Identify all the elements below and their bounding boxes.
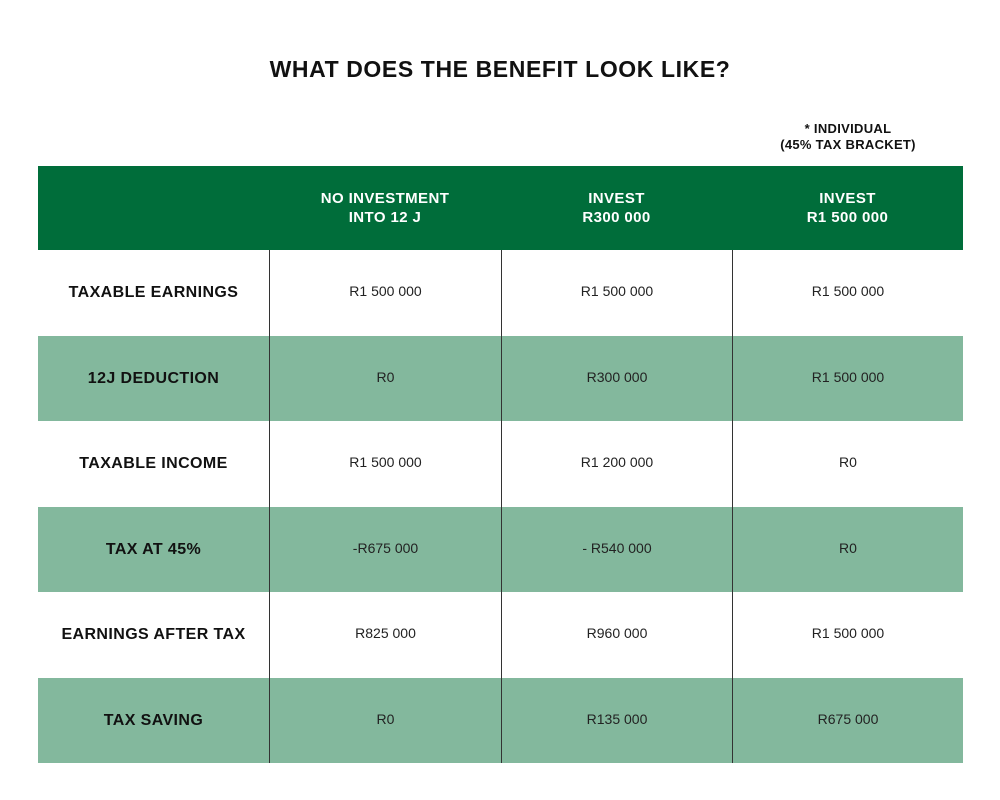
row-value: R1 500 000 xyxy=(501,250,732,336)
row-value: R825 000 xyxy=(269,592,501,678)
row-label: TAX AT 45% xyxy=(105,540,202,558)
table-row xyxy=(38,336,963,421)
row-value: R1 500 000 xyxy=(269,250,501,336)
row-value: R0 xyxy=(269,678,501,763)
row-value: R0 xyxy=(269,336,501,421)
row-value: R960 000 xyxy=(501,592,732,678)
table-row xyxy=(38,421,963,507)
page-title: WHAT DOES THE BENEFIT LOOK LIKE? xyxy=(269,56,731,82)
row-label: TAXABLE EARNINGS xyxy=(68,284,239,301)
row-value: R675 000 xyxy=(732,678,963,763)
table-row xyxy=(38,678,963,763)
row-value: R1 500 000 xyxy=(732,336,963,421)
header-invest-300k xyxy=(501,166,732,250)
row-value: R135 000 xyxy=(501,678,732,763)
header-label-line-1: NO INVESTMENT xyxy=(320,190,450,207)
row-value: - R540 000 xyxy=(501,507,732,592)
header-label-line-1: INVEST xyxy=(588,190,645,207)
header-label-line-2: R1 500 000 xyxy=(806,209,889,226)
note-line-2: (45% TAX BRACKET) xyxy=(780,137,916,152)
row-label: 12J DEDUCTION xyxy=(87,369,220,387)
header-label-line-2: INTO 12 J xyxy=(348,209,422,226)
row-value: R1 500 000 xyxy=(269,421,501,507)
header-label-line-1: INVEST xyxy=(819,190,876,207)
tax-bracket-note xyxy=(740,121,956,153)
row-value: R300 000 xyxy=(501,336,732,421)
row-value: R1 200 000 xyxy=(501,421,732,507)
table-row xyxy=(38,507,963,592)
table-row xyxy=(38,250,963,336)
header-label-line-2: R300 000 xyxy=(582,209,651,226)
header-empty-cell xyxy=(38,166,269,250)
row-value: -R675 000 xyxy=(269,507,501,592)
header-invest-1500k xyxy=(732,166,963,250)
row-value: R0 xyxy=(732,507,963,592)
header-no-investment xyxy=(269,166,501,250)
table-row xyxy=(38,592,963,678)
benefit-table xyxy=(38,166,963,763)
row-label: EARNINGS AFTER TAX xyxy=(61,626,246,643)
row-label: TAXABLE INCOME xyxy=(79,455,228,472)
row-value: R1 500 000 xyxy=(732,592,963,678)
table-header-row xyxy=(38,166,963,250)
row-value: R0 xyxy=(732,421,963,507)
note-line-1: * INDIVIDUAL xyxy=(804,121,892,136)
row-value: R1 500 000 xyxy=(732,250,963,336)
row-label: TAX SAVING xyxy=(103,711,204,729)
